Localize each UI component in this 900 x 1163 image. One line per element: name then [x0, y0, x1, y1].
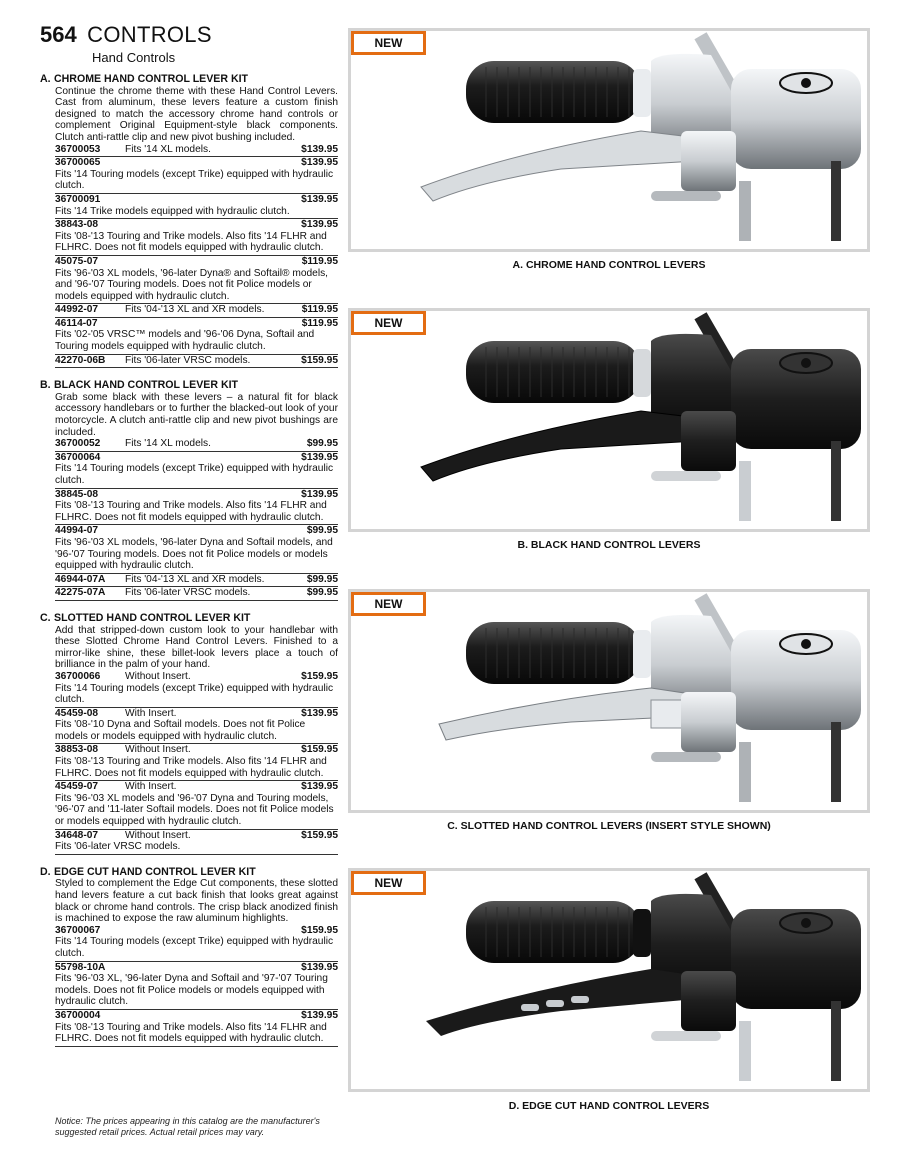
part-note: Fits '14 XL models. — [125, 143, 211, 155]
fitment-text: Fits '14 Trike models equipped with hydraulic clutch. — [55, 205, 290, 217]
fitment-text: Fits '96-'03 XL, '96-later Dyna and Softail and '97-'07 Touring models. Does not fit Police models or models equipped with hydraulic clutch. — [55, 973, 328, 1008]
fitment-text: Fits '08-'13 Touring and Trike models. Also fits '14 FLHR and FLHRC. Does not fit models equipped with hydraulic clutch. — [55, 756, 327, 779]
part-item — [55, 256, 338, 304]
part-item — [55, 194, 338, 219]
hand-control-lever-image — [351, 311, 867, 529]
part-number: 42275-07A — [55, 587, 106, 599]
part-price: $119.95 — [301, 304, 338, 316]
part-note — [125, 452, 296, 464]
product-image-panel — [348, 28, 870, 252]
part-item — [55, 525, 338, 573]
part-number: 42270-06B — [55, 354, 106, 366]
part-number: 55798-10A — [55, 961, 106, 973]
product-section — [40, 74, 338, 368]
part-price: $139.95 — [301, 157, 338, 169]
part-note — [125, 1010, 296, 1022]
part-number: 46944-07A — [55, 573, 106, 585]
part-price: $139.95 — [301, 143, 338, 155]
part-price: $139.95 — [301, 961, 338, 973]
section-title — [40, 867, 338, 879]
part-note: Fits '14 XL models. — [125, 438, 211, 450]
part-note — [125, 489, 296, 501]
part-number: 38853-08 — [55, 744, 99, 756]
part-item — [55, 962, 338, 1010]
page-title: CONTROLS — [87, 22, 212, 47]
section-title-text: EDGE CUT HAND CONTROL LEVER KIT — [54, 865, 256, 878]
part-note: Without Insert. — [125, 670, 191, 682]
hand-control-lever-image — [351, 871, 867, 1089]
part-number: 34648-07 — [55, 829, 99, 841]
part-note: With Insert. — [125, 707, 177, 719]
section-description: Grab some black with these levers – a natural fit for black accessory handlebars or to further the blacked-out look of your motorcycle. A clutch anti-rattle clip and new pivot bushings are included. — [55, 391, 338, 438]
part-item — [55, 708, 338, 745]
part-item — [55, 587, 338, 601]
part-note — [125, 256, 296, 268]
part-number: 36700004 — [55, 1009, 101, 1021]
page-subtitle: Hand Controls — [92, 50, 176, 65]
part-note: Fits '04-'13 XL and XR models. — [125, 573, 265, 585]
part-item — [55, 157, 338, 194]
part-note: Fits '06-later VRSC models. — [125, 354, 251, 366]
part-number: 38845-08 — [55, 488, 99, 500]
part-price: $119.95 — [301, 317, 338, 329]
fitment-text: Fits '02-'05 VRSC™ models and '96-'06 Dyna, Softail and Touring models equipped with hydraulic clutch. — [55, 329, 315, 353]
fitment-text: Fits '08-'13 Touring and Trike models. Also fits '14 FLHR and FLHRC. Does not fit models equipped with hydraulic clutch. — [55, 230, 327, 254]
part-number: 45459-08 — [55, 707, 99, 719]
part-price: $119.95 — [301, 255, 338, 267]
part-number: 36700066 — [55, 670, 101, 682]
product-section — [40, 867, 338, 1047]
part-note: Fits '04-'13 XL and XR models. — [125, 304, 265, 316]
part-number: 45075-07 — [55, 255, 99, 267]
part-price: $159.95 — [301, 829, 338, 841]
part-number: 36700091 — [55, 193, 101, 205]
part-price: $159.95 — [301, 670, 338, 682]
section-description: Add that stripped-down custom look to your handlebar with these Slotted Chrome Hand Control Levers. Finished to a mirror-like shine, these billet-look levers place a touch of brilliance in the palm of your hand. — [55, 624, 338, 671]
fitment-text: Fits '96-'03 XL models, '96-later Dyna® and Softail® models, and '96-'07 Touring models. Does not fit Police models or models equipped with hydraulic clutch. — [55, 267, 329, 302]
part-price: $99.95 — [306, 573, 338, 585]
fitment-text: Fits '14 Touring models (except Trike) equipped with hydraulic clutch. — [55, 936, 334, 959]
part-note — [125, 219, 296, 231]
section-title — [40, 613, 338, 625]
fitment-text: Fits '96-'03 XL models and '96-'07 Dyna and Touring models, '96-'07 and '11-later Softail models. Does not fit Police models or models equipped with hydraulic clutch. — [55, 792, 334, 828]
new-badge: NEW — [351, 871, 426, 895]
part-note — [125, 925, 296, 937]
image-caption: B. BLACK HAND CONTROL LEVERS — [517, 539, 701, 551]
part-number: 36700067 — [55, 924, 101, 936]
part-price: $159.95 — [301, 354, 338, 366]
part-note: Fits '06-later VRSC models. — [125, 587, 251, 599]
fitment-text: Fits '06-later VRSC models. — [55, 841, 181, 853]
section-letter: B. — [40, 379, 51, 392]
part-number: 36700053 — [55, 143, 101, 155]
price-notice: Notice: The prices appearing in this catalog are the manufacturer's suggested retail prices. Actual retail prices may vary. — [55, 1116, 320, 1137]
part-item — [55, 438, 338, 452]
part-item — [55, 744, 338, 781]
fitment-text: Fits '08-'10 Dyna and Softail models. Does not fit Police models or models equipped with hydraulic clutch. — [55, 719, 306, 742]
new-badge: NEW — [351, 31, 426, 55]
part-price: $139.95 — [301, 193, 338, 205]
section-title-text: BLACK HAND CONTROL LEVER KIT — [54, 379, 239, 392]
fitment-text: Fits '08-'13 Touring and Trike models. Also fits '14 FLHR and FLHRC. Does not fit models equipped with hydraulic clutch. — [55, 500, 327, 523]
fitment-text: Fits '14 Touring models (except Trike) equipped with hydraulic clutch. — [55, 463, 334, 486]
section-letter: A. — [40, 73, 51, 85]
section-title — [40, 380, 338, 392]
part-item — [55, 452, 338, 489]
part-price: $159.95 — [301, 924, 338, 936]
section-letter: C. — [40, 611, 51, 624]
product-image-panel — [348, 308, 870, 532]
part-number: 36700065 — [55, 157, 101, 169]
part-price: $139.95 — [301, 707, 338, 719]
part-price: $139.95 — [301, 1009, 338, 1021]
part-price: $99.95 — [306, 438, 338, 450]
section-description: Continue the chrome theme with these Hand Control Levers. Cast from aluminum, these levers feature a custom finish designed to match the accessory chrome hand controls or complement Original Equipment-style black components. Clutch anti-rattle clip and new pivot bushing included. — [55, 85, 338, 143]
part-item — [55, 355, 338, 369]
part-item — [55, 830, 338, 855]
section-letter: D. — [40, 865, 51, 878]
hand-control-lever-image — [351, 31, 867, 249]
part-item — [55, 489, 338, 526]
part-item — [55, 219, 338, 256]
image-caption: A. CHROME HAND CONTROL LEVERS — [512, 259, 706, 271]
section-title-text: SLOTTED HAND CONTROL LEVER KIT — [54, 611, 251, 624]
section-title-text: CHROME HAND CONTROL LEVER KIT — [54, 73, 249, 85]
page-number: 564 — [40, 22, 77, 47]
part-note — [125, 318, 296, 330]
part-price: $99.95 — [306, 587, 338, 599]
part-price: $139.95 — [301, 219, 338, 231]
part-number: 45459-07 — [55, 781, 99, 793]
product-section — [40, 613, 338, 855]
fitment-text: Fits '96-'03 XL models, '96-later Dyna and Softail models, and '96-'07 Touring models. Does not fit Police models or models equipped with hydraulic clutch. — [55, 536, 333, 572]
part-item — [55, 925, 338, 962]
part-price: $99.95 — [306, 525, 338, 537]
part-note — [125, 157, 296, 169]
part-price: $139.95 — [301, 781, 338, 793]
product-section — [40, 380, 338, 601]
fitment-text: Fits '14 Touring models (except Trike) equipped with hydraulic clutch. — [55, 682, 334, 706]
hand-control-lever-image — [351, 592, 867, 810]
product-listing — [40, 74, 338, 1059]
part-note: Without Insert. — [125, 829, 191, 841]
part-price: $139.95 — [301, 488, 338, 500]
part-number: 44994-07 — [55, 525, 99, 537]
part-item — [55, 318, 338, 355]
part-item — [55, 671, 338, 708]
product-image-panel — [348, 589, 870, 813]
part-number: 36700064 — [55, 451, 101, 463]
part-note — [125, 962, 296, 974]
part-item — [55, 781, 338, 829]
product-image-panel — [348, 868, 870, 1092]
part-price: $159.95 — [301, 744, 338, 756]
part-number: 36700052 — [55, 438, 101, 450]
section-description: Styled to complement the Edge Cut components, these slotted hand levers feature a cut back finish that looks great against black or chrome hand controls. The crisp black anodized finish is machined to expose the raw aluminum highlights. — [55, 878, 338, 925]
part-note: Without Insert. — [125, 744, 191, 756]
part-number: 38843-08 — [55, 219, 99, 231]
fitment-text: Fits '08-'13 Touring and Trike models. Also fits '14 FLHR and FLHRC. Does not fit models equipped with hydraulic clutch. — [55, 1021, 327, 1045]
part-item — [55, 144, 338, 158]
part-item — [55, 304, 338, 318]
part-number: 46114-07 — [55, 317, 98, 329]
new-badge: NEW — [351, 311, 426, 335]
page-header — [40, 22, 212, 65]
image-caption: D. EDGE CUT HAND CONTROL LEVERS — [508, 1100, 710, 1112]
part-item — [55, 1010, 338, 1047]
new-badge: NEW — [351, 592, 426, 616]
fitment-text: Fits '14 Touring models (except Trike) equipped with hydraulic clutch. — [55, 168, 334, 192]
image-caption: C. SLOTTED HAND CONTROL LEVERS (INSERT STYLE SHOWN) — [447, 820, 771, 832]
part-note — [125, 194, 296, 206]
part-note: With Insert. — [125, 781, 177, 793]
part-number: 44992-07 — [55, 304, 99, 316]
part-price: $139.95 — [301, 451, 338, 463]
part-note — [125, 525, 296, 537]
section-title — [40, 74, 338, 86]
part-item — [55, 574, 338, 588]
